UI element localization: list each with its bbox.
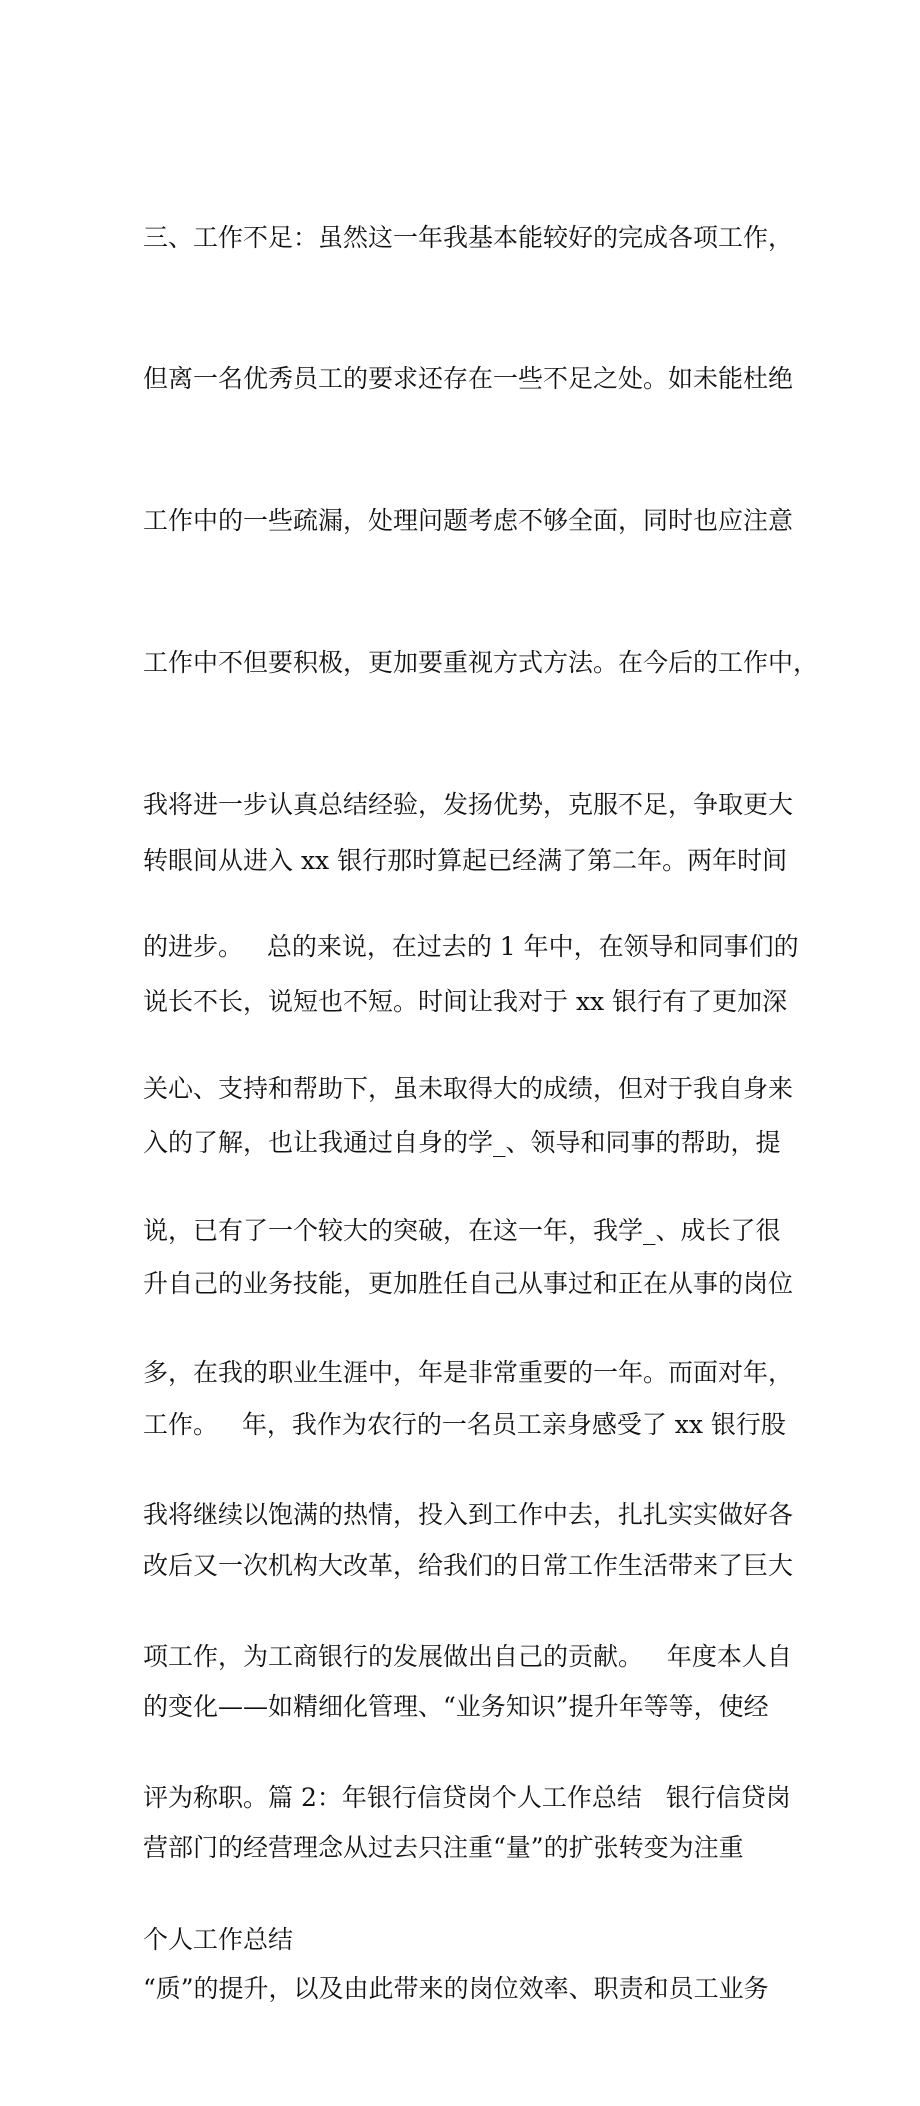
- text-line: “质”的提升，以及由此带来的岗位效率、职责和员工业务: [143, 1974, 769, 2003]
- text-line: 我将进一步认真总结经验，发扬优势，克服不足，争取更大: [143, 790, 794, 820]
- text-line: 但离一名优秀员工的要求还存在一些不足之处。如未能杜绝: [143, 364, 794, 394]
- text-line: 说，已有了一个较大的突破，在这一年，我学_、成长了很: [143, 1215, 781, 1245]
- text-line: 的变化——如精细化管理、“业务知识”提升年等等，使经: [143, 1692, 769, 1721]
- text-line: 工作。 年，我作为农行的一名员工亲身感受了 xx 银行股: [143, 1410, 786, 1439]
- text-line: 个人工作总结: [143, 1925, 294, 1955]
- paragraph-credit-post-summary: [143, 743, 799, 2106]
- text-line: 多，在我的职业生涯中，年是非常重要的一年。而面对年，: [143, 1357, 794, 1387]
- text-line: 改后又一次机构大改革，给我们的日常工作生活带来了巨大: [143, 1551, 794, 1580]
- text-line: 评为称职。篇 2：年银行信贷岗个人工作总结 银行信贷岗: [143, 1783, 791, 1813]
- text-line: 三、工作不足：虽然这一年我基本能较好的完成各项工作，: [143, 222, 794, 252]
- text-line: 说长不长，说短也不短。时间让我对于 xx 银行有了更加深: [143, 987, 788, 1016]
- text-line: 升自己的业务技能，更加胜任自己从事过和正在从事的岗位: [143, 1269, 794, 1298]
- text-line: 入的了解，也让我通过自身的学_、领导和同事的帮助，提: [143, 1128, 781, 1157]
- text-line: 工作中不但要积极，更加要重视方式方法。在今后的工作中，: [143, 648, 819, 678]
- text-line: 关心、支持和帮助下，虽未取得大的成绩，但对于我自身来: [143, 1073, 794, 1103]
- text-line: 我将继续以饱满的热情，投入到工作中去，扎扎实实做好各: [143, 1499, 794, 1529]
- text-line: 转眼间从进入 xx 银行那时算起已经满了第二年。两年时间: [143, 846, 788, 875]
- text-line: 工作中的一些疏漏，处理问题考虑不够全面，同时也应注意: [143, 506, 794, 536]
- text-line: 营部门的经营理念从过去只注重“量”的扩张转变为注重: [143, 1833, 744, 1862]
- text-line: 项工作，为工商银行的发展做出自己的贡献。 年度本人自: [143, 1641, 792, 1671]
- text-line: 的进步。 总的来说，在过去的 1 年中，在领导和同事们的: [143, 932, 799, 962]
